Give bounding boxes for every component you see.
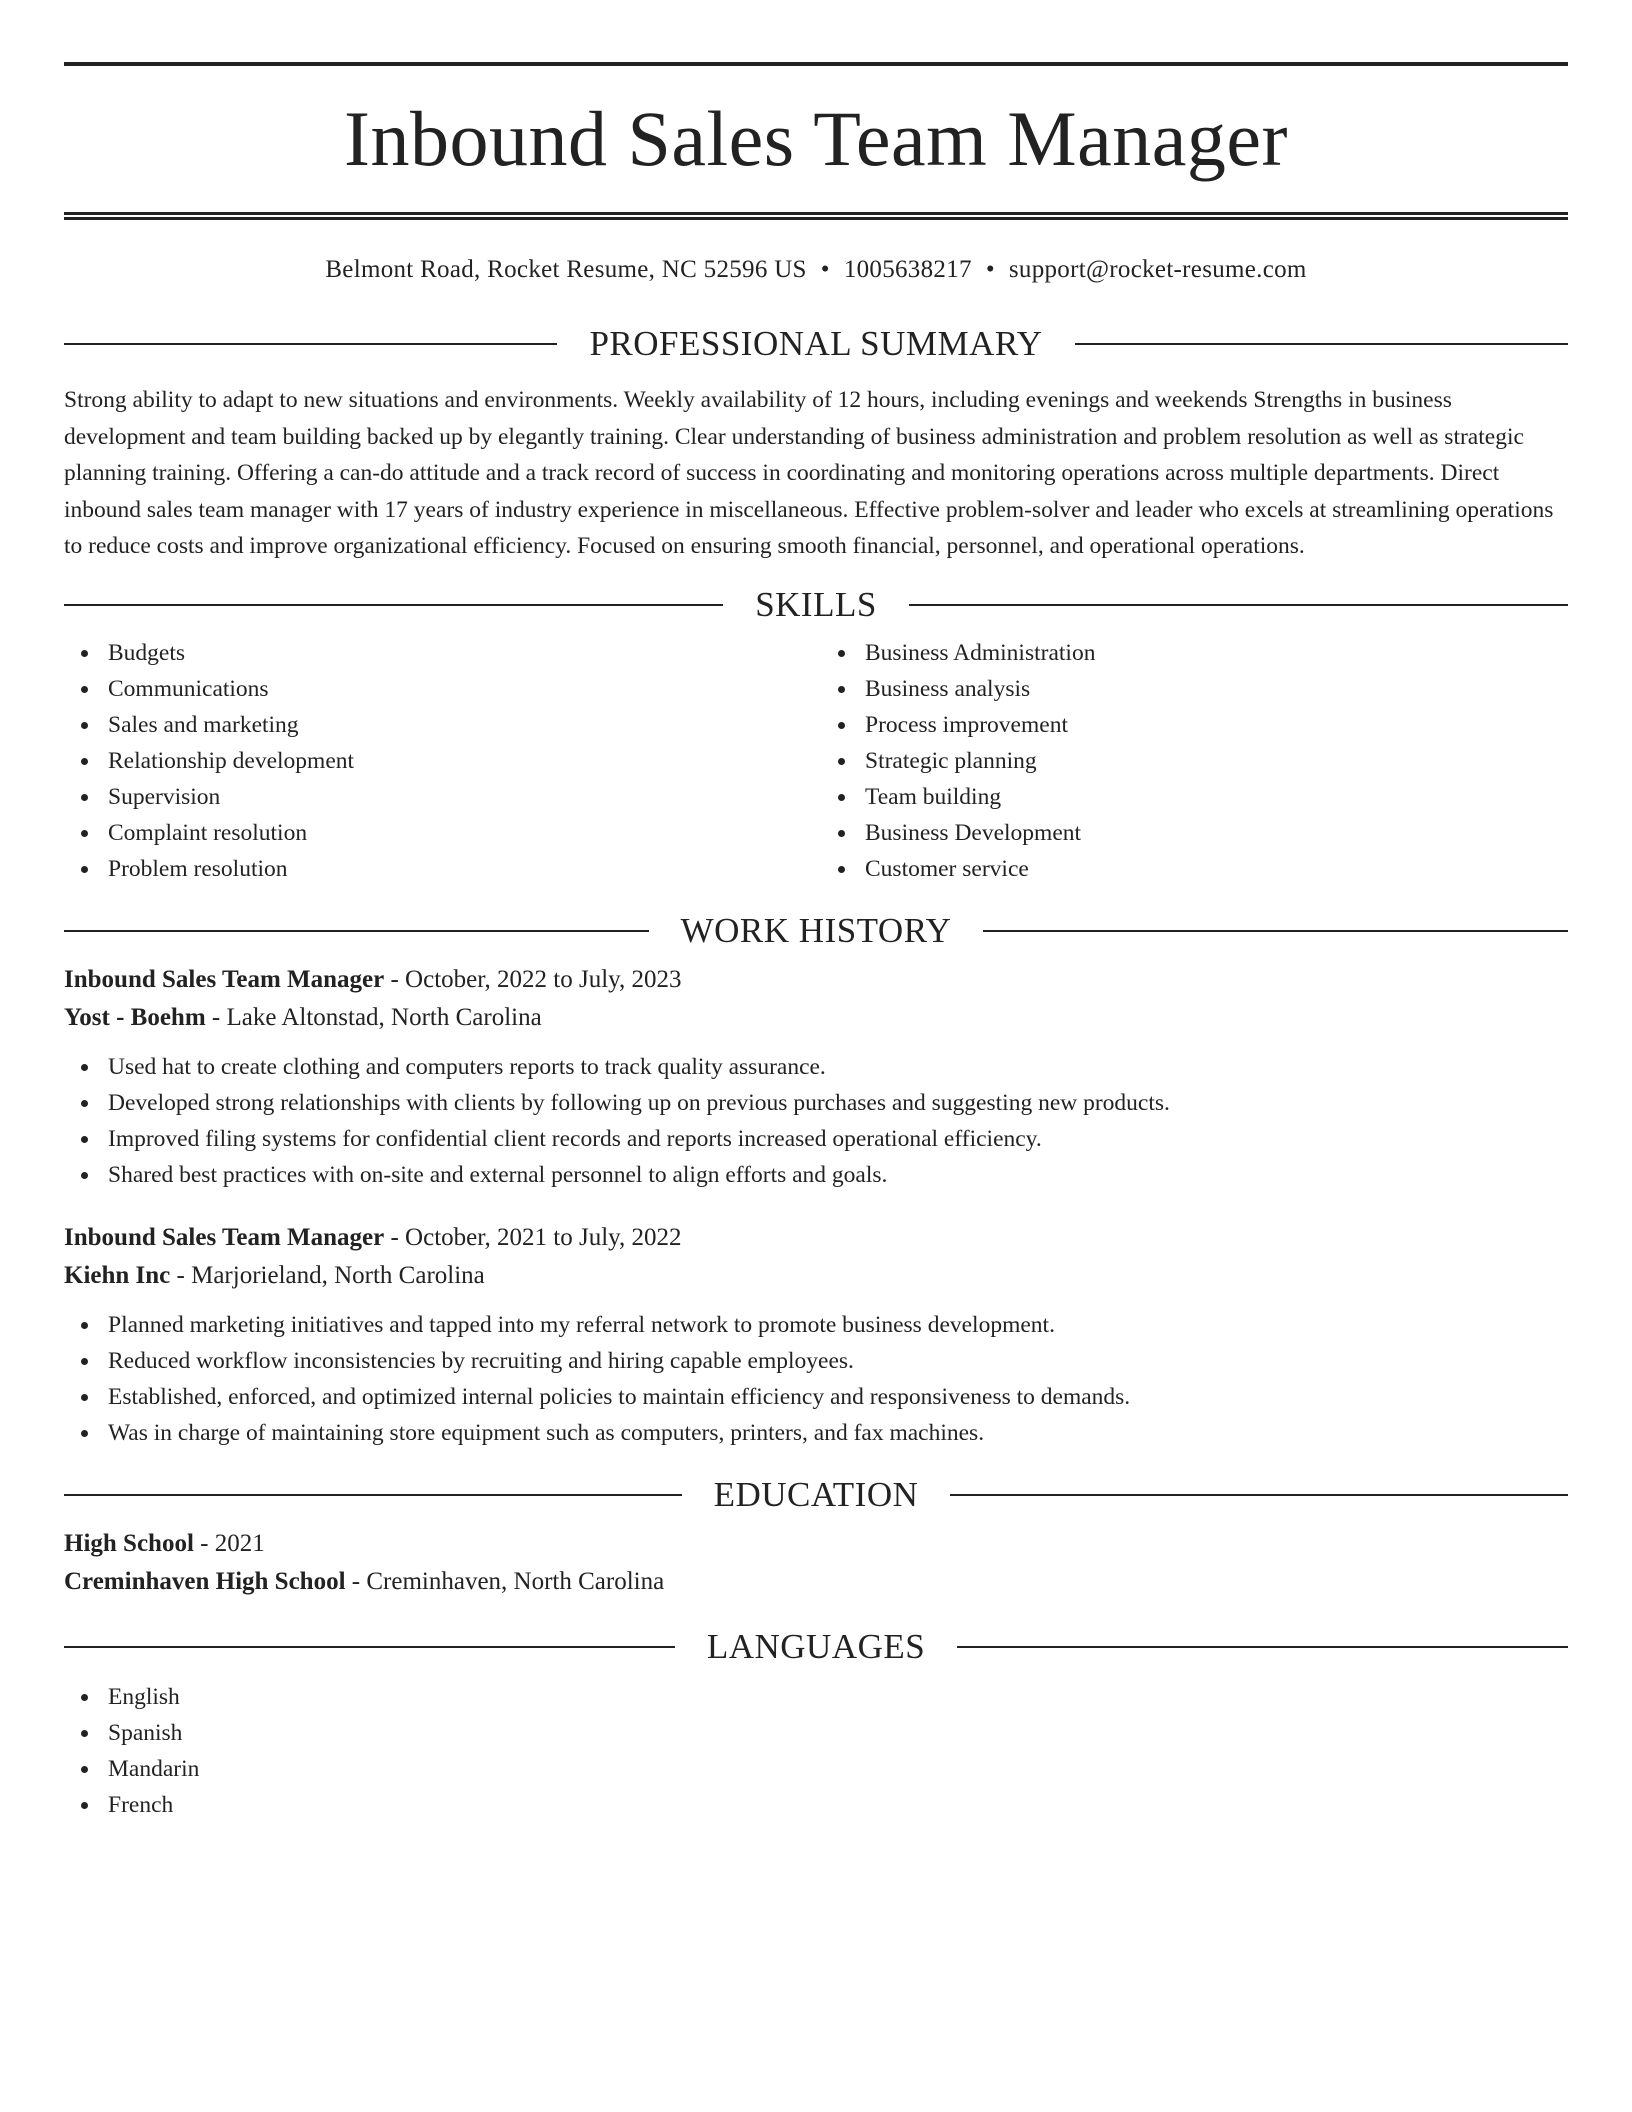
language-item: Spanish [64, 1715, 1568, 1751]
resume-title: Inbound Sales Team Manager [343, 95, 1288, 182]
section-title: WORK HISTORY [680, 910, 952, 950]
job-company: Kiehn Inc [64, 1261, 171, 1289]
education-degree: High School [64, 1529, 194, 1557]
language-item: English [64, 1679, 1568, 1715]
contact-line [64, 254, 1568, 286]
job-bullets [64, 1049, 1568, 1193]
education-location: - Creminhaven, North Carolina [345, 1567, 665, 1595]
job-entry [64, 1219, 1568, 1451]
contact-address: Belmont Road, Rocket Resume, NC 52596 US [325, 256, 807, 283]
job-title-line [64, 961, 1568, 999]
job-location: - Lake Altonstad, North Carolina [205, 1003, 542, 1031]
skill-item: Business Administration [821, 635, 1568, 671]
skills-column-right [811, 635, 1568, 887]
education-year: - 2021 [193, 1529, 265, 1557]
contact-separator: • [820, 256, 830, 283]
divider [64, 930, 649, 932]
section-heading-skills [64, 585, 1568, 625]
job-bullet: Improved filing systems for confidential client records and reports increased operational efficiency. [64, 1121, 1568, 1157]
contact-email: support@rocket-resume.com [1008, 256, 1307, 283]
language-item: Mandarin [64, 1751, 1568, 1787]
job-dates: - October, 2021 to July, 2022 [384, 1223, 682, 1251]
skill-item: Process improvement [821, 707, 1568, 743]
language-item: French [64, 1787, 1568, 1823]
contact-separator: • [985, 256, 995, 283]
skills-columns [64, 635, 1568, 887]
skill-item: Complaint resolution [64, 815, 811, 851]
section-heading-work [64, 911, 1568, 951]
job-bullet: Established, enforced, and optimized internal policies to maintain efficiency and responsiveness to demands. [64, 1379, 1568, 1415]
title-double-rule [64, 212, 1568, 220]
divider [64, 343, 557, 345]
skill-item: Budgets [64, 635, 811, 671]
divider [64, 1646, 675, 1648]
job-bullet: Was in charge of maintaining store equipment such as computers, printers, and fax machines. [64, 1415, 1568, 1451]
section-heading-languages [64, 1627, 1568, 1667]
divider [64, 604, 723, 606]
education-school-line [64, 1563, 1568, 1601]
education-entry [64, 1525, 1568, 1601]
divider [909, 604, 1568, 606]
section-heading-summary [64, 324, 1568, 364]
job-bullet: Used hat to create clothing and computers reports to track quality assurance. [64, 1049, 1568, 1085]
skill-item: Strategic planning [821, 743, 1568, 779]
job-bullet: Developed strong relationships with clients by following up on previous purchases and suggesting new products. [64, 1085, 1568, 1121]
section-title: SKILLS [755, 584, 877, 624]
skill-item: Supervision [64, 779, 811, 815]
resume-page [64, 62, 1568, 1823]
skill-item: Team building [821, 779, 1568, 815]
divider [1075, 343, 1568, 345]
job-company-line [64, 1257, 1568, 1295]
section-title: PROFESSIONAL SUMMARY [589, 324, 1043, 363]
divider [950, 1494, 1568, 1496]
divider [983, 930, 1568, 932]
languages-list [64, 1679, 1568, 1823]
section-title: LANGUAGES [706, 1626, 926, 1666]
job-company: Yost - Boehm [64, 1003, 206, 1031]
job-dates: - October, 2022 to July, 2023 [384, 965, 682, 993]
skill-item: Relationship development [64, 743, 811, 779]
job-company-line [64, 999, 1568, 1037]
skill-item: Communications [64, 671, 811, 707]
job-title-line [64, 1219, 1568, 1257]
skill-item: Business analysis [821, 671, 1568, 707]
job-entry [64, 961, 1568, 1193]
divider [64, 1494, 682, 1496]
job-title: Inbound Sales Team Manager [64, 1223, 385, 1251]
job-bullet: Planned marketing initiatives and tapped into my referral network to promote business development. [64, 1307, 1568, 1343]
skills-column-left [64, 635, 811, 887]
education-school: Creminhaven High School [64, 1567, 346, 1595]
education-degree-line [64, 1525, 1568, 1563]
job-bullet: Reduced workflow inconsistencies by recruiting and hiring capable employees. [64, 1343, 1568, 1379]
summary-text: Strong ability to adapt to new situations and environments. Weekly availability of 12 hours, including evenings and weekends Strengths in business development and team building backed up by elegantly training. Clear understanding of business administration and problem resolution as well as strategic planning training. Offering a can-do attitude and a track record of success in coordinating and monitoring operations across multiple departments. Direct inbound sales team manager with 17 years of industry experience in miscellaneous. Effective problem-solver and leader who excels at streamlining operations to reduce costs and improve organizational efficiency. Focused on ensuring smooth financial, personnel, and operational operations. [64, 387, 1554, 559]
top-rule [64, 62, 1568, 66]
skill-item: Business Development [821, 815, 1568, 851]
job-bullets [64, 1307, 1568, 1451]
section-heading-education [64, 1475, 1568, 1515]
section-title: EDUCATION [713, 1474, 919, 1514]
job-title: Inbound Sales Team Manager [64, 965, 385, 993]
skill-item: Sales and marketing [64, 707, 811, 743]
skill-item: Problem resolution [64, 851, 811, 887]
divider [957, 1646, 1568, 1648]
skill-item: Customer service [821, 851, 1568, 887]
job-location: - Marjorieland, North Carolina [170, 1261, 485, 1289]
job-bullet: Shared best practices with on-site and external personnel to align efforts and goals. [64, 1157, 1568, 1193]
contact-phone: 1005638217 [843, 256, 972, 283]
